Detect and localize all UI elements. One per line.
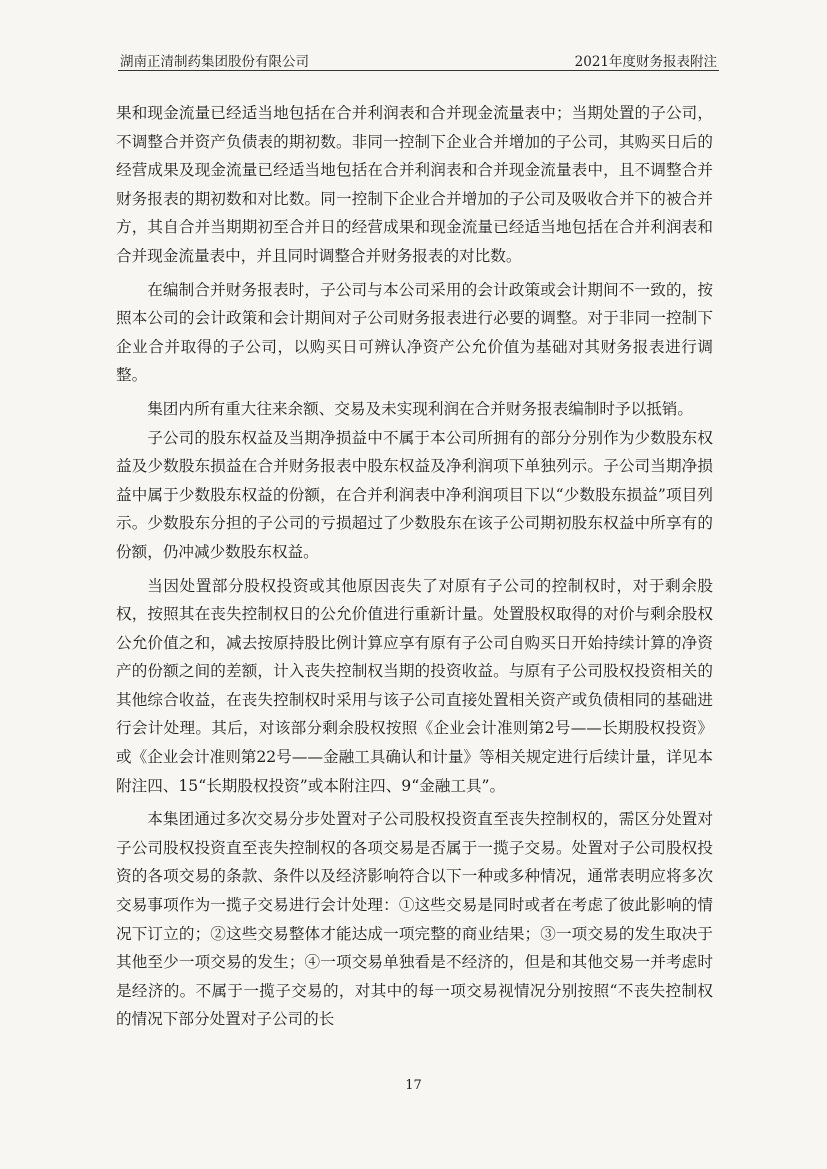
paragraph: 本集团通过多次交易分步处置对子公司股权投资直至丧失控制权的，需区分处置对子公司股权投资直至丧失控制权的各项交易是否属于一揽子交易。处置对子公司股权投资的各项交易的条款、条件以及经济影响符合以下一种或多种情况，通常表明应将多次交易事项作为一揽子交易进行会计处理：①这些交易是同时或者在考虑了彼此影响的情况下订立的；②这些交易整体才能达成一项完整的商业结果；③一项交易的发生取决于其他至少一项交易的发生；④一项交易单独看是不经济的，但是和其他交易一并考虑时是经济的。不属于一揽子交易的，对其中的每一项交易视情况分别按照“不丧失控制权的情况下部分处置对子公司的长 <box>116 810 713 1029</box>
paragraph: 集团内所有重大往来余额、交易及未实现利润在合并财务报表编制时予以抵销。 <box>147 399 693 418</box>
page-header <box>118 48 719 71</box>
paragraph: 子公司的股东权益及当期净损益中不属于本公司所拥有的部分分别作为少数股东权益及少数股东损益在合并财务报表中股东权益及净利润项下单独列示。子公司当期净损益中属于少数股东权益的份额，在合并利润表中净利润项目下以“少数股东损益”项目列示。少数股东分担的子公司的亏损超过了少数股东在该子公司期初股东权益中所享有的份额，仍冲减少数股东权益。 <box>116 428 713 561</box>
header-company-name: 湖南正清制药集团股份有限公司 <box>120 54 309 70</box>
paragraph: 在编制合并财务报表时，子公司与本公司采用的会计政策或会计期间不一致的，按照本公司的会计政策和会计期间对子公司财务报表进行必要的调整。对于非同一控制下企业合并取得的子公司，以购买日可辨认净资产公允价值为基础对其财务报表进行调整。 <box>116 280 713 385</box>
paragraph-continued: 果和现金流量已经适当地包括在合并利润表和合并现金流量表中；当期处置的子公司，不调整合并资产负债表的期初数。非同一控制下企业合并增加的子公司，其购买日后的经营成果及现金流量已经适当地包括在合并利润表和合并现金流量表中，且不调整合并财务报表的期初数和对比数。同一控制下企业合并增加的子公司及吸收合并下的被合并方，其自合并当期期初至合并日的经营成果和现金流量已经适当地包括在合并利润表和合并现金流量表中，并且同时调整合并财务报表的对比数。 <box>116 104 713 265</box>
page-number: 17 <box>405 1078 422 1093</box>
header-report-title: 2021年度财务报表附注 <box>574 54 717 70</box>
paragraph: 当因处置部分股权投资或其他原因丧失了对原有子公司的控制权时，对于剩余股权，按照其在丧失控制权日的公允价值进行重新计量。处置股权取得的对价与剩余股权公允价值之和，减去按原持股比例计算应享有原有子公司自购买日开始持续计算的净资产的份额之间的差额，计入丧失控制权当期的投资收益。与原有子公司股权投资相关的其他综合收益，在丧失控制权时采用与该子公司直接处置相关资产或负债相同的基础进行会计处理。其后，对该部分剩余股权按照《企业会计准则第2号——长期股权投资》或《企业会计准则第22号——金融工具确认和计量》等相关规定进行后续计量，详见本附注四、15“长期股权投资”或本附注四、9“金融工具”。 <box>116 576 713 795</box>
body-text <box>116 99 713 1034</box>
